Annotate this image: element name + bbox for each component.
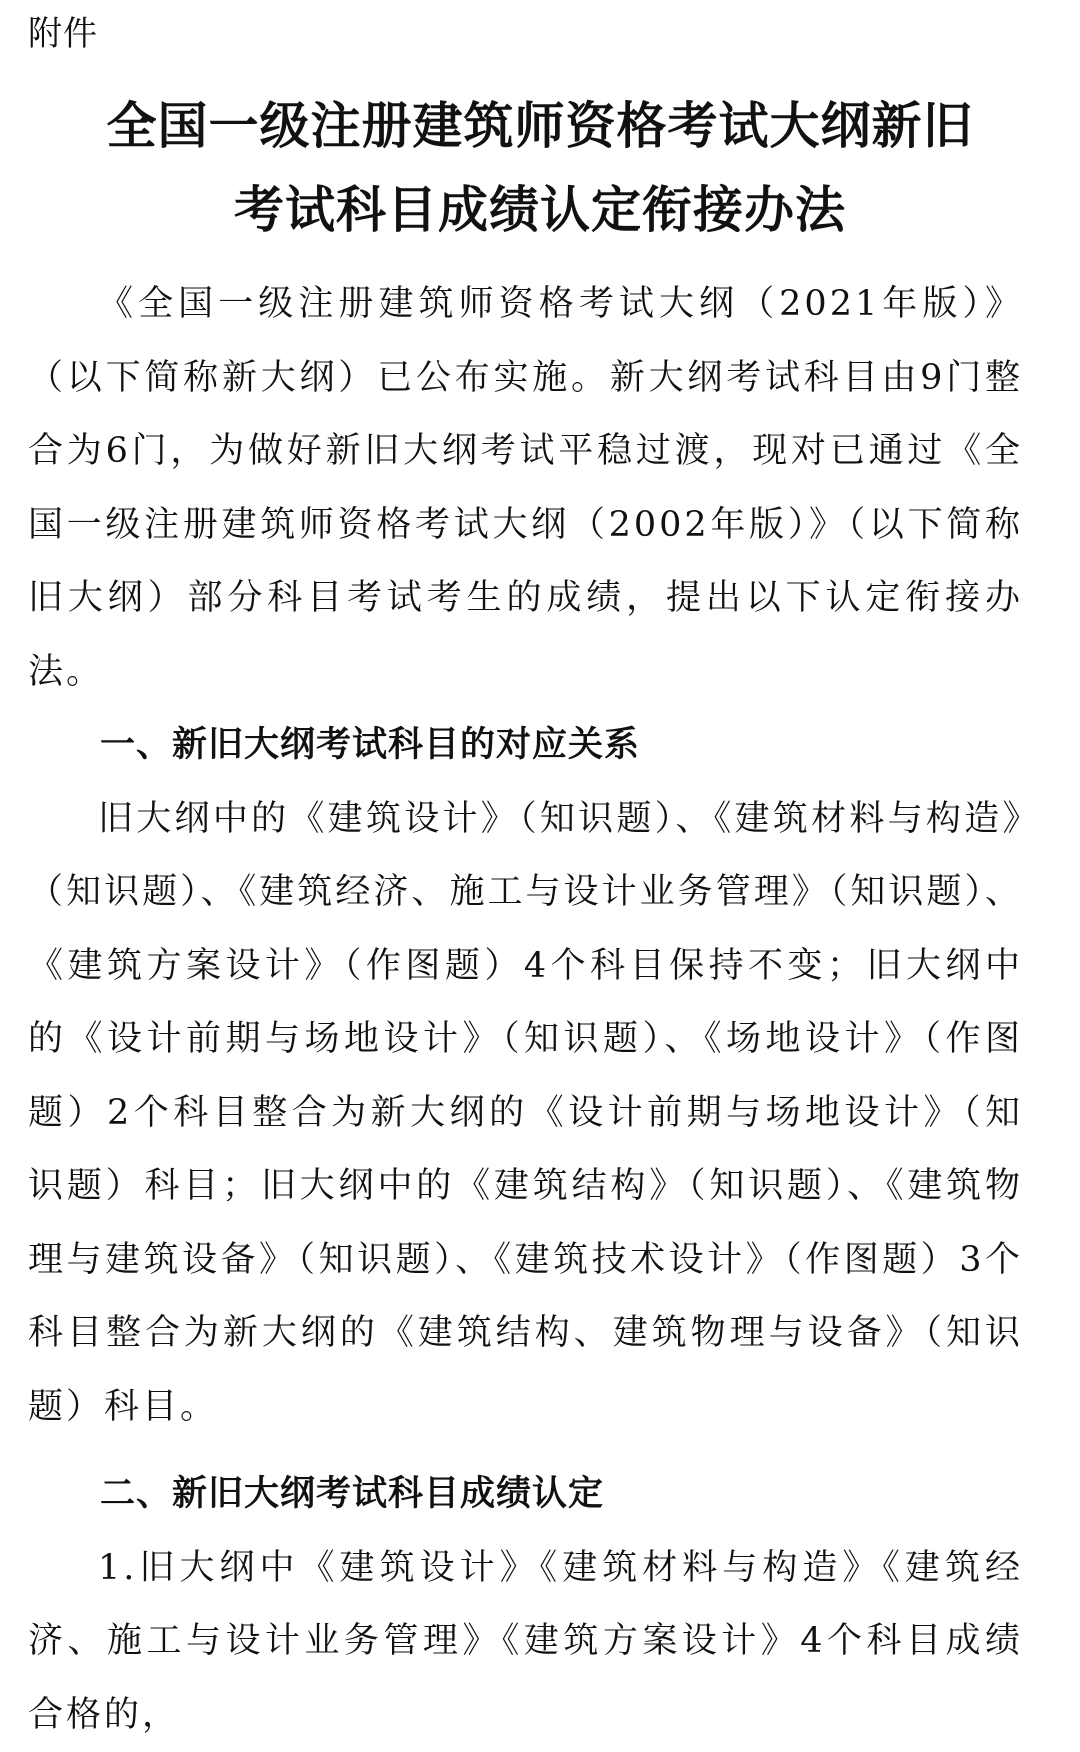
section-2-paragraph-1: 1.旧大纲中《建筑设计》《建筑材料与构造》《建筑经济、施工与设计业务管理》《建筑方案设计》4个科目成绩合格的， xyxy=(28,1532,1023,1752)
document-body xyxy=(28,268,1023,1752)
section-1-paragraph: 旧大纲中的《建筑设计》（知识题）、《建筑材料与构造》（知识题）、《建筑经济、施工与设计业务管理》（知识题）、《建筑方案设计》（作图题）4个科目保持不变；旧大纲中的《设计前期与场地设计》（知识题）、《场地设计》（作图题）2个科目整合为新大纲的《设计前期与场地设计》（知识题）科目；旧大纲中的《建筑结构》（知识题）、《建筑物理与建筑设备》（知识题）、《建筑技术设计》（作图题）3个科目整合为新大纲的《建筑结构、建筑物理与设备》（知识题）科目。 xyxy=(28,783,1023,1445)
document-title-line-1: 全国一级注册建筑师资格考试大纲新旧 xyxy=(0,84,1080,168)
document-title xyxy=(0,84,1080,252)
section-1-heading: 一、新旧大纲考试科目的对应关系 xyxy=(28,709,1023,783)
intro-paragraph: 《全国一级注册建筑师资格考试大纲（2021年版）》（以下简称新大纲）已公布实施。新大纲考试科目由9门整合为6门，为做好新旧大纲考试平稳过渡，现对已通过《全国一级注册建筑师资格考试大纲（2002年版）》（以下简称旧大纲）部分科目考试考生的成绩，提出以下认定衔接办法。 xyxy=(28,268,1023,709)
attachment-label: 附件 xyxy=(28,12,98,56)
document-title-line-2: 考试科目成绩认定衔接办法 xyxy=(0,168,1080,252)
section-2-heading: 二、新旧大纲考试科目成绩认定 xyxy=(28,1458,1023,1532)
